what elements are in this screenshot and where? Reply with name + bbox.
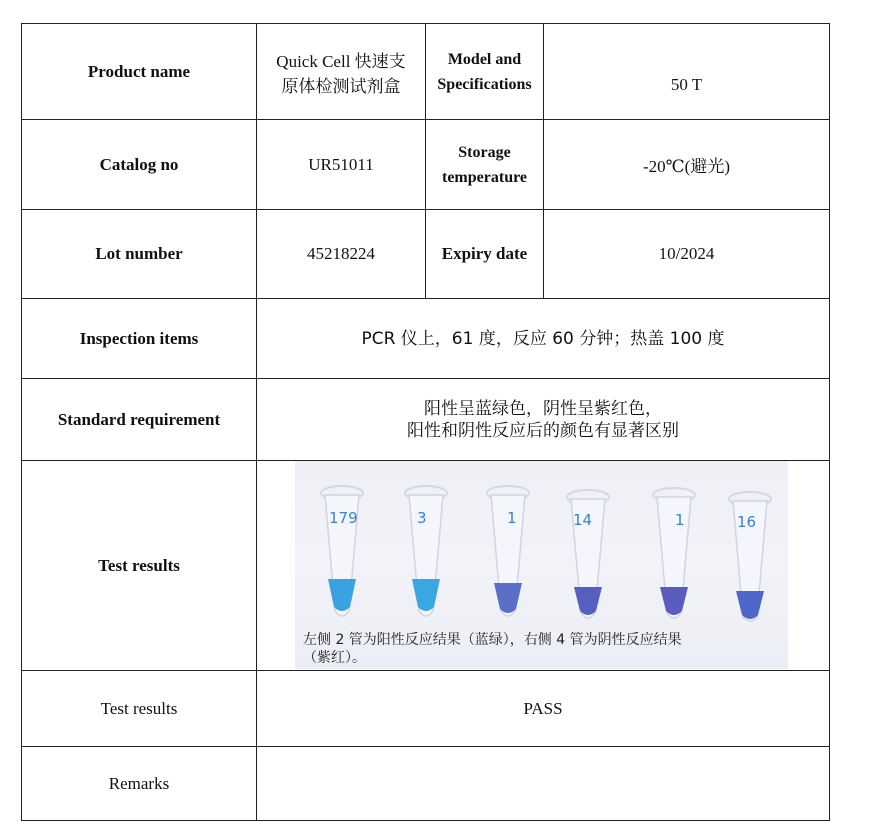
- row-lot: [22, 210, 830, 299]
- row-product-name: [22, 24, 830, 120]
- row-inspection: [22, 299, 830, 379]
- storage-value: -20℃(避光): [544, 120, 830, 210]
- row-test-results-verdict: [22, 671, 830, 747]
- remarks-value: [257, 747, 830, 821]
- row-remarks: [22, 747, 830, 821]
- test-results-value: PASS: [257, 671, 830, 747]
- svg-text:179: 179: [329, 509, 358, 527]
- lot-label: Lot number: [22, 210, 257, 299]
- model-value: 50 T: [544, 24, 830, 120]
- caption-line2: （紫红）。: [303, 650, 366, 666]
- test-results-label: Test results: [22, 461, 257, 671]
- row-catalog: [22, 120, 830, 210]
- row-test-results-photo: [22, 461, 830, 671]
- model-label-line1: Model and: [447, 50, 522, 68]
- product-name-value: [257, 24, 426, 120]
- svg-text:16: 16: [737, 513, 757, 531]
- tube-4-icon: [565, 483, 611, 623]
- storage-label: [426, 120, 544, 210]
- storage-label-line1: Storage: [458, 143, 511, 161]
- lot-value: 45218224: [257, 210, 426, 299]
- expiry-label: Expiry date: [426, 210, 544, 299]
- svg-text:1: 1: [675, 511, 685, 529]
- catalog-label: Catalog no: [22, 120, 257, 210]
- photo-caption: [303, 631, 783, 667]
- tube-5-icon: [651, 483, 697, 623]
- standard-line2: 阳性和阴性反应后的颜色有显著区别: [407, 420, 679, 441]
- certificate-table: [21, 23, 830, 821]
- standard-line1: 阳性呈蓝绿色，阴性呈紫红色，: [424, 398, 662, 419]
- test-tubes-photo: [295, 461, 788, 669]
- expiry-value: 10/2024: [544, 210, 830, 299]
- svg-text:1: 1: [507, 509, 517, 527]
- tube-6-icon: [727, 483, 773, 623]
- model-label: [426, 24, 544, 120]
- caption-line1: 左侧 2 管为阳性反应结果（蓝绿），右侧 4 管为阴性反应结果: [303, 632, 682, 648]
- standard-label: Standard requirement: [22, 379, 257, 461]
- tube-3-icon: [485, 483, 531, 623]
- product-name-line1: Quick Cell 快速支: [276, 51, 406, 71]
- inspection-label: Inspection items: [22, 299, 257, 379]
- remarks-label: Remarks: [22, 747, 257, 821]
- tube-2-icon: [403, 483, 449, 623]
- tube-1-icon: [319, 483, 365, 623]
- test-results-label-2: Test results: [22, 671, 257, 747]
- model-label-line2: Specifications: [437, 75, 532, 93]
- storage-label-line2: temperature: [442, 168, 527, 186]
- product-name-label: Product name: [22, 24, 257, 120]
- row-standard: [22, 379, 830, 461]
- product-name-line2: 原体检测试剂盒: [281, 76, 401, 96]
- inspection-value: PCR 仪上，61 度，反应 60 分钟；热盖 100 度: [257, 299, 830, 379]
- standard-value: [257, 379, 830, 461]
- catalog-value: UR51011: [257, 120, 426, 210]
- svg-text:14: 14: [573, 511, 593, 529]
- svg-text:3: 3: [417, 509, 427, 527]
- test-results-photo-cell: [257, 461, 830, 671]
